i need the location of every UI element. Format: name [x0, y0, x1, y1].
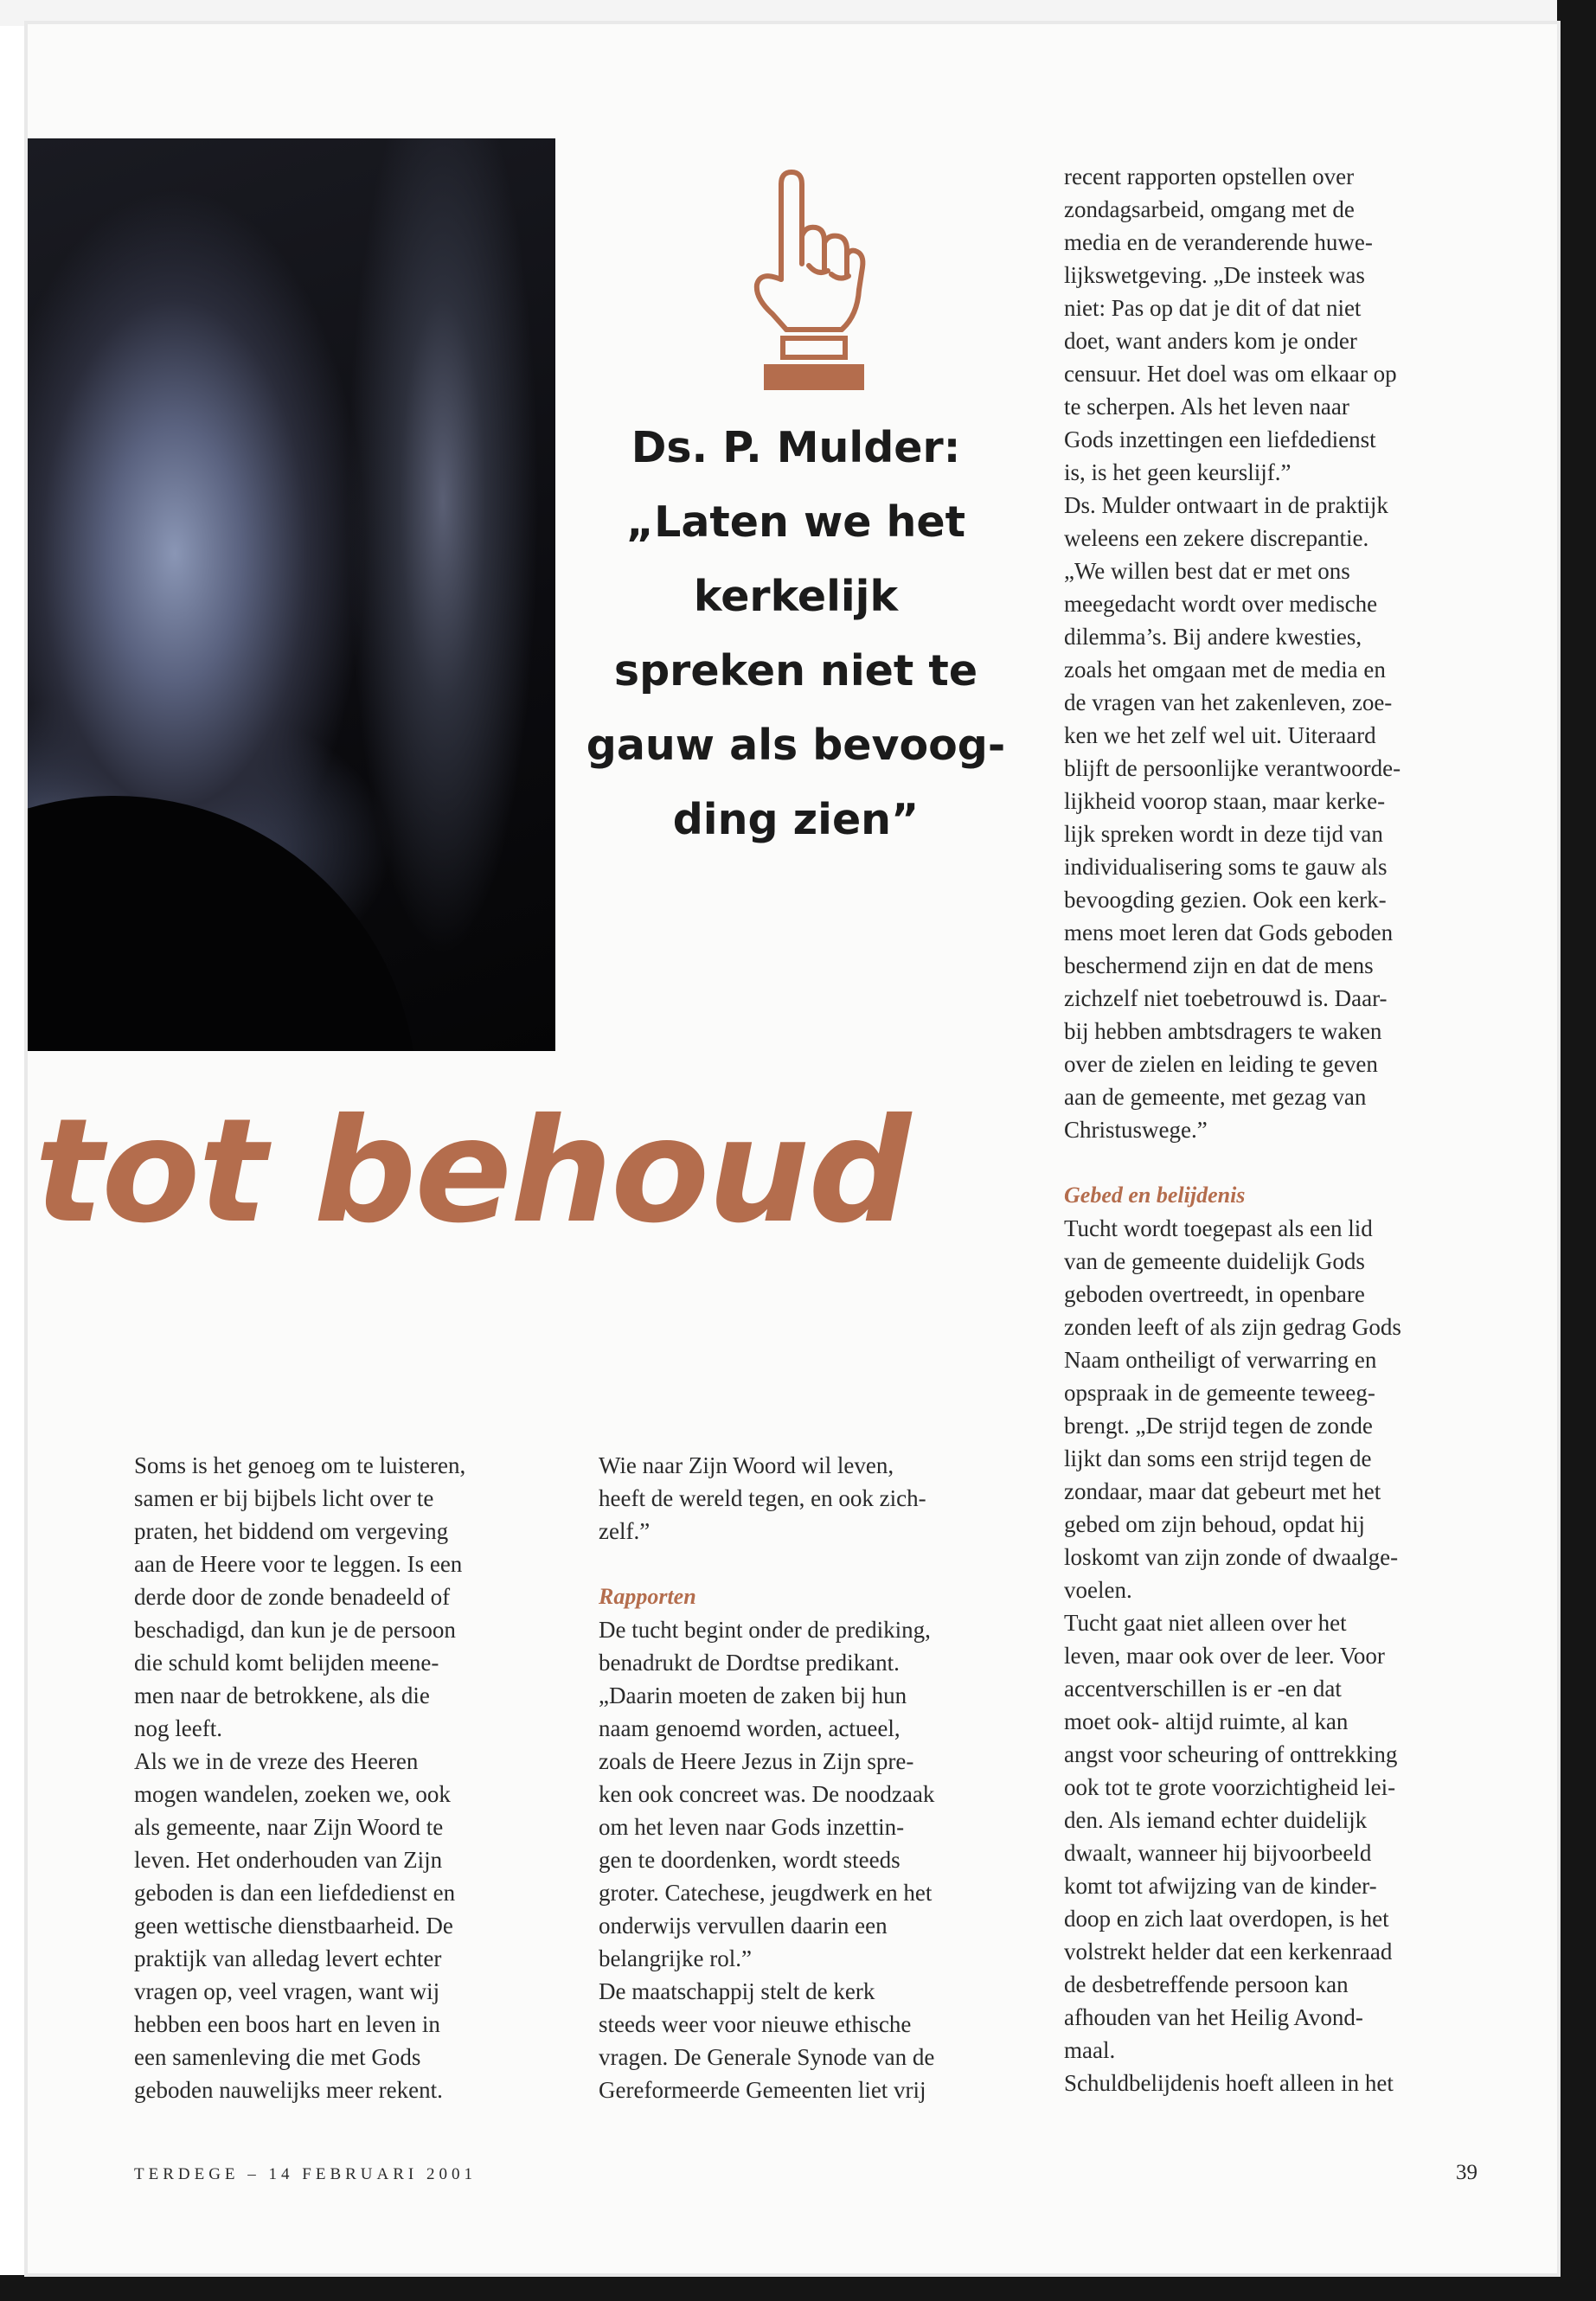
text-line: lijkt dan soms een strijd tegen de [1064, 1445, 1372, 1471]
text-line: groter. Catechese, jeugdwerk en het [599, 1880, 933, 1906]
text-line: geboden nauwelijks meer rekent. [134, 2077, 443, 2103]
pull-quote [571, 411, 1021, 857]
text-line: angst voor scheuring of onttrekking [1064, 1741, 1398, 1767]
text-line: moet ook- altijd ruimte, al kan [1064, 1708, 1349, 1734]
text-line: Naam ontheiligt of verwarring en [1064, 1347, 1377, 1373]
text-line: individualisering soms te gauw als [1064, 854, 1388, 880]
text-line: ken ook concreet was. De noodzaak [599, 1781, 935, 1807]
pull-quote-line: gauw als bevoog- [586, 721, 1006, 770]
text-line: dwaalt, wanneer hij bijvoorbeeld [1064, 1840, 1372, 1866]
text-line: geen wettische dienstbaarheid. De [134, 1913, 453, 1939]
text-line: de desbetreffende persoon kan [1064, 1971, 1349, 1997]
subheading-gebed-en-belijdenis: Gebed en belijdenis [1064, 1183, 1246, 1208]
text-line: Als we in de vreze des Heeren [134, 1748, 419, 1774]
pull-quote-line: „Laten we het [625, 497, 966, 547]
text-line: Ds. Mulder ontwaart in de praktijk [1064, 492, 1388, 518]
text-line: den. Als iemand echter duidelijk [1064, 1807, 1368, 1833]
text-line: om het leven naar Gods inzettin- [599, 1814, 905, 1840]
footer-publication: TERDEGE – 14 FEBRUARI 2001 [134, 2165, 477, 2183]
text-line: zondagsarbeid, omgang met de [1064, 196, 1355, 222]
text-line: Christuswege.” [1064, 1117, 1208, 1143]
text-line: zoals de Heere Jezus in Zijn spre- [599, 1748, 914, 1774]
text-line: opspraak in de gemeente teweeg- [1064, 1380, 1375, 1406]
pull-quote-line: spreken niet te [613, 646, 978, 695]
text-line: Tucht wordt toegepast als een lid [1064, 1215, 1373, 1241]
text-line: gen te doordenken, wordt steeds [599, 1847, 901, 1873]
text-line: men naar de betrokkene, als die [134, 1682, 430, 1708]
text-line: te scherpen. Als het leven naar [1064, 394, 1349, 420]
text-line [599, 1548, 1031, 1580]
text-line: leven. Het onderhouden van Zijn [134, 1847, 443, 1873]
text-line: geboden is dan een liefdedienst en [134, 1880, 456, 1906]
text-line: Schuldbelijdenis hoeft alleen in het [1064, 2070, 1394, 2096]
text-line: loskomt van zijn zonde of dwaalge- [1064, 1544, 1399, 1570]
text-line: is, is het geen keurslijf.” [1064, 459, 1292, 485]
text-line: beschermend zijn en dat de mens [1064, 952, 1374, 978]
text-line: mens moet leren dat Gods geboden [1064, 920, 1394, 945]
scan-edge-top [0, 0, 1596, 26]
text-line: benadrukt de Dordtse predikant. [599, 1650, 900, 1676]
text-line: Wie naar Zijn Woord wil leven, [599, 1452, 894, 1478]
text-line: afhouden van het Heilig Avond- [1064, 2004, 1363, 2030]
text-line: komt tot afwijzing van de kinder- [1064, 1873, 1377, 1899]
text-line: aan de Heere voor te leggen. Is een [134, 1551, 463, 1577]
text-line: naam genoemd worden, actueel, [599, 1715, 901, 1741]
pull-quote-line: kerkelijk [693, 572, 899, 621]
text-line: leven, maar ook over de leer. Voor [1064, 1643, 1385, 1669]
text-line: heeft de wereld tegen, en ook zich- [599, 1485, 926, 1511]
text-line: over de zielen en leiding te geven [1064, 1051, 1378, 1077]
text-line: brengt. „De strijd tegen de zonde [1064, 1413, 1373, 1439]
text-line: die schuld komt belijden meene- [134, 1650, 439, 1676]
text-line: vragen. De Generale Synode van de [599, 2044, 935, 2070]
text-line: als gemeente, naar Zijn Woord te [134, 1814, 444, 1840]
article-headline: tot behoud [35, 1088, 910, 1255]
text-line: dilemma’s. Bij andere kwesties, [1064, 624, 1362, 650]
text-line: voelen. [1064, 1577, 1132, 1603]
text-line [1064, 1146, 1497, 1179]
text-line: censuur. Het doel was om elkaar op [1064, 361, 1397, 387]
text-line: onderwijs vervullen daarin een [599, 1913, 888, 1939]
text-line: recent rapporten opstellen over [1064, 163, 1355, 189]
text-line: Tucht gaat niet alleen over het [1064, 1610, 1347, 1636]
text-line: bevoogding gezien. Ook een kerk- [1064, 887, 1387, 913]
text-line: ken we het zelf wel uit. Uiteraard [1064, 722, 1376, 748]
page-number: 39 [1456, 2161, 1477, 2184]
text-line: belangrijke rol.” [599, 1945, 752, 1971]
pull-quote-line: ding zien” [672, 795, 920, 844]
text-line: lijkheid voorop staan, maar kerke- [1064, 788, 1386, 814]
text-line: hebben een boos hart en leven in [134, 2011, 440, 2037]
text-line: ook tot te grote voorzichtigheid lei- [1064, 1774, 1396, 1800]
text-line: samen er bij bijbels licht over te [134, 1485, 434, 1511]
text-line: „Daarin moeten de zaken bij hun [599, 1682, 907, 1708]
article-photo [28, 138, 555, 1051]
text-line: De tucht begint onder de prediking, [599, 1617, 931, 1643]
body-column-3 [1064, 160, 1497, 2099]
text-line: niet: Pas op dat je dit of dat niet [1064, 295, 1362, 321]
text-line: Gods inzettingen een liefdedienst [1064, 426, 1376, 452]
text-line: Gereformeerde Gemeenten liet vrij [599, 2077, 926, 2103]
text-line: gebed om zijn behoud, opdat hij [1064, 1511, 1365, 1537]
text-line: „We willen best dat er met ons [1064, 558, 1350, 584]
text-line: accentverschillen is er -en dat [1064, 1676, 1342, 1702]
text-line: maal. [1064, 2037, 1116, 2063]
scan-edge-bottom [0, 2275, 1596, 2301]
text-line: Soms is het genoeg om te luisteren, [134, 1452, 466, 1478]
text-line: volstrekt helder dat een kerkenraad [1064, 1939, 1393, 1965]
text-line: geboden overtreedt, in openbare [1064, 1281, 1365, 1307]
text-line: zichzelf niet toebetrouwd is. Daar- [1064, 985, 1388, 1011]
text-line: doop en zich laat overdopen, is het [1064, 1906, 1389, 1932]
text-line: derde door de zonde benadeeld of [134, 1584, 451, 1610]
subheading-rapporten: Rapporten [599, 1584, 696, 1609]
text-line: zonden leeft of als zijn gedrag Gods [1064, 1314, 1401, 1340]
photo-shadow [28, 796, 417, 1051]
text-line: een samenleving die met Gods [134, 2044, 421, 2070]
pointing-hand-icon [748, 169, 869, 398]
text-line: mogen wandelen, zoeken we, ook [134, 1781, 451, 1807]
text-line: blijft de persoonlijke verantwoorde- [1064, 755, 1401, 781]
text-line: van de gemeente duidelijk Gods [1064, 1248, 1365, 1274]
text-line: de vragen van het zakenleven, zoe- [1064, 689, 1393, 715]
text-line: weleens een zekere discrepantie. [1064, 525, 1369, 551]
text-line: praten, het biddend om vergeving [134, 1518, 449, 1544]
text-line: lijk spreken wordt in deze tijd van [1064, 821, 1383, 847]
text-line: beschadigd, dan kun je de persoon [134, 1617, 456, 1643]
text-line: zelf.” [599, 1518, 651, 1544]
scan-edge-right [1557, 0, 1596, 2301]
text-line: meegedacht wordt over medische [1064, 591, 1378, 617]
text-line: praktijk van alledag levert echter [134, 1945, 442, 1971]
text-line: zoals het omgaan met de media en [1064, 657, 1386, 683]
pull-quote-line: Ds. P. Mulder: [631, 423, 961, 472]
text-line: De maatschappij stelt de kerk [599, 1978, 875, 2004]
text-line: steeds weer voor nieuwe ethische [599, 2011, 912, 2037]
text-line: aan de gemeente, met gezag van [1064, 1084, 1367, 1110]
text-line: lijkswetgeving. „De insteek was [1064, 262, 1365, 288]
text-line: zondaar, maar dat gebeurt met het [1064, 1478, 1381, 1504]
text-line: doet, want anders kom je onder [1064, 328, 1357, 354]
body-column-1 [134, 1449, 567, 2106]
text-line: media en de veranderende huwe- [1064, 229, 1373, 255]
text-line: nog leeft. [134, 1715, 222, 1741]
body-column-2 [599, 1449, 1031, 2106]
text-line: bij hebben ambtsdragers te waken [1064, 1018, 1382, 1044]
text-line: vragen op, veel vragen, want wij [134, 1978, 440, 2004]
